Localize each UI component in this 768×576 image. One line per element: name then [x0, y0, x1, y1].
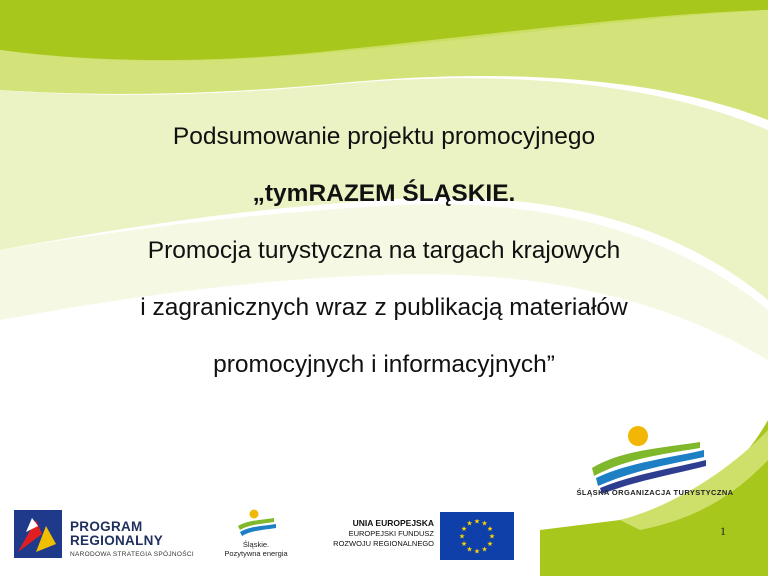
page-number: 1: [720, 524, 726, 538]
program-line-1: PROGRAM: [70, 519, 143, 534]
eu-star-icon: ★: [486, 526, 494, 533]
eu-star-icon: ★: [473, 518, 481, 526]
eu-star-icon: ★: [466, 546, 473, 554]
program-line-3: NARODOWA STRATEGIA SPÓJNOŚCI: [70, 551, 194, 558]
title-line-5: promocyjnych i informacyjnych”: [213, 351, 555, 378]
slide-title: [0, 108, 768, 393]
eu-star-icon: ★: [473, 548, 481, 556]
eu-star-icon: ★: [481, 546, 488, 554]
eu-star-icon: ★: [486, 541, 494, 548]
program-line-2: REGIONALNY: [70, 533, 164, 548]
eu-star-icon: ★: [481, 520, 488, 528]
eu-line-3: ROZWOJU REGIONALNEGO: [333, 539, 434, 548]
eu-fund-text: [312, 518, 434, 549]
eu-star-icon: ★: [460, 526, 468, 533]
title-line-3: Promocja turystyczna na targach krajowych: [147, 237, 621, 264]
eu-line-1: UNIA EUROPEJSKA: [352, 518, 434, 528]
slaskie-logo: [234, 508, 278, 538]
eu-line-2: EUROPEJSKI FUNDUSZ: [348, 529, 434, 538]
slaskie-line-2: Pozytywna energia: [224, 549, 288, 558]
eu-star-icon: ★: [466, 520, 473, 528]
program-regionalny-emblem: [12, 508, 64, 560]
slaskie-line-1: Śląskie.: [242, 540, 270, 549]
eu-star-icon: ★: [458, 533, 466, 541]
eu-star-icon: ★: [460, 541, 468, 548]
tourism-organization-label: ŚLĄSKA ORGANIZACJA TURYSTYCZNA: [576, 488, 734, 497]
title-line-2: „tymRAZEM ŚLĄSKIE.: [252, 180, 516, 207]
slaskie-text: [214, 540, 298, 558]
title-line-4: i zagranicznych wraz z publikacją materiałów: [140, 294, 628, 321]
title-line-1: Podsumowanie projektu promocyjnego: [172, 123, 596, 150]
program-regionalny-text: [70, 520, 194, 558]
eu-flag-icon: [440, 512, 514, 560]
eu-star-icon: ★: [488, 533, 496, 541]
